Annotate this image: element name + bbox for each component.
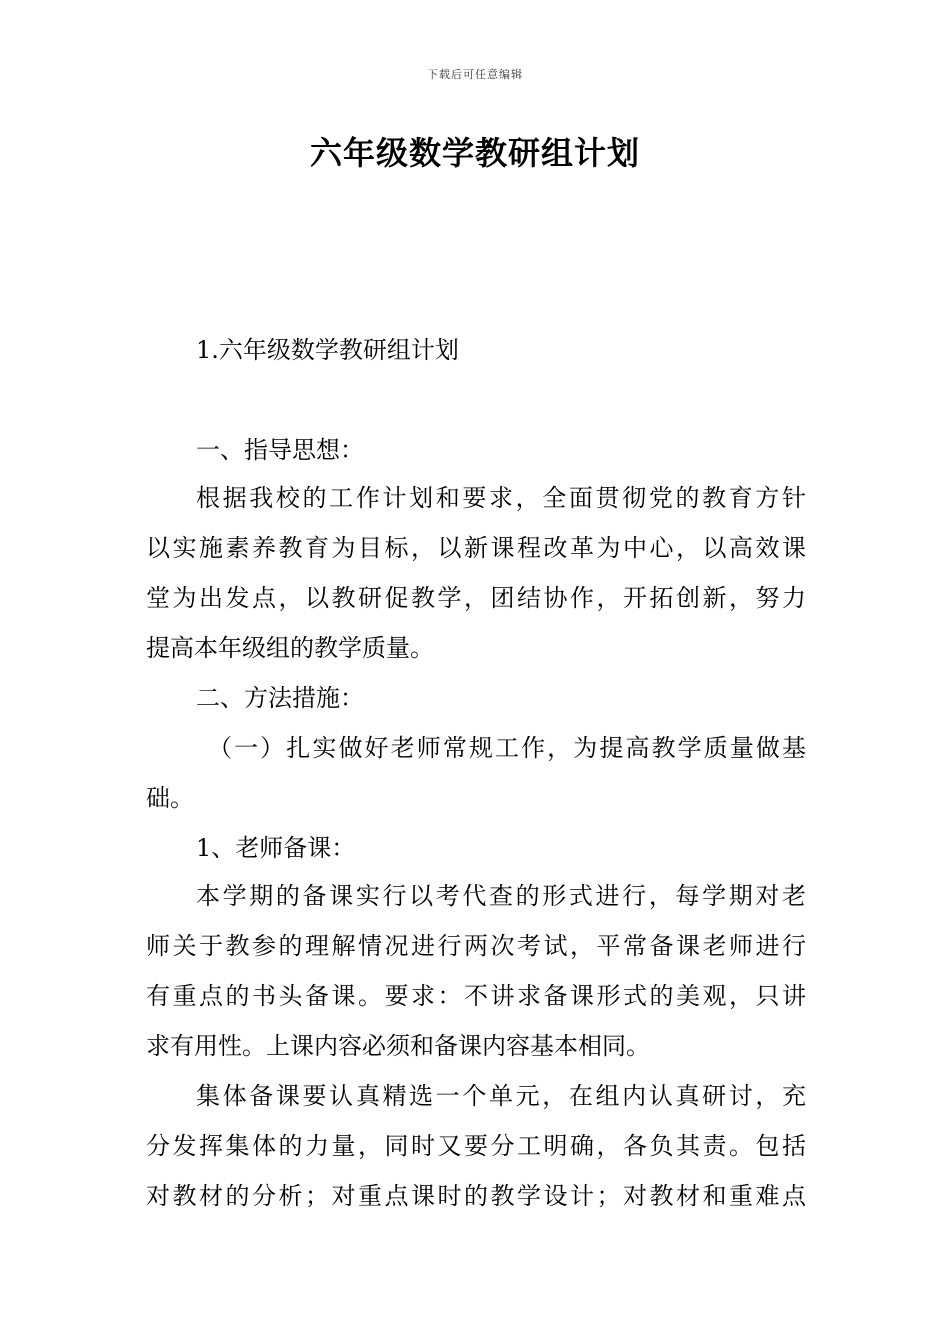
section-heading: 一、指导思想：	[196, 436, 364, 464]
paragraph-line: 求有用性。上课内容必须和备课内容基本相同。	[146, 1032, 650, 1060]
paragraph-line: （一）扎实做好老师常规工作，为提高教学质量做基	[208, 734, 806, 762]
paragraph-line: 对教材的分析；对重点课时的教学设计；对教材和重难点	[146, 1182, 806, 1210]
paragraph-line: 师关于教参的理解情况进行两次考试，平常备课老师进行	[146, 932, 806, 960]
header-note: 下载后可任意编辑	[427, 68, 523, 81]
paragraph-line: 以实施素养教育为目标，以新课程改革为中心，以高效课	[146, 534, 806, 562]
paragraph-line: 提高本年级组的教学质量。	[146, 634, 434, 662]
paragraph-line: 根据我校的工作计划和要求，全面贯彻党的教育方针	[196, 484, 806, 512]
section-heading: 1.六年级数学教研组计划	[196, 336, 459, 364]
paragraph-line: 础。	[146, 784, 194, 812]
paragraph-line: 集体备课要认真精选一个单元，在组内认真研讨，充	[196, 1082, 806, 1110]
section-heading: 二、方法措施：	[196, 684, 364, 712]
document-title: 六年级数学教研组计划	[309, 134, 640, 172]
paragraph-line: 本学期的备课实行以考代查的形式进行，每学期对老	[196, 882, 806, 910]
paragraph-line: 堂为出发点，以教研促教学，团结协作，开拓创新，努力	[146, 584, 806, 612]
paragraph-line: 有重点的书头备课。要求：不讲求备课形式的美观，只讲	[146, 982, 806, 1010]
subsection-heading: 1、老师备课：	[196, 834, 356, 862]
paragraph-line: 分发挥集体的力量，同时又要分工明确，各负其责。包括	[146, 1132, 806, 1160]
